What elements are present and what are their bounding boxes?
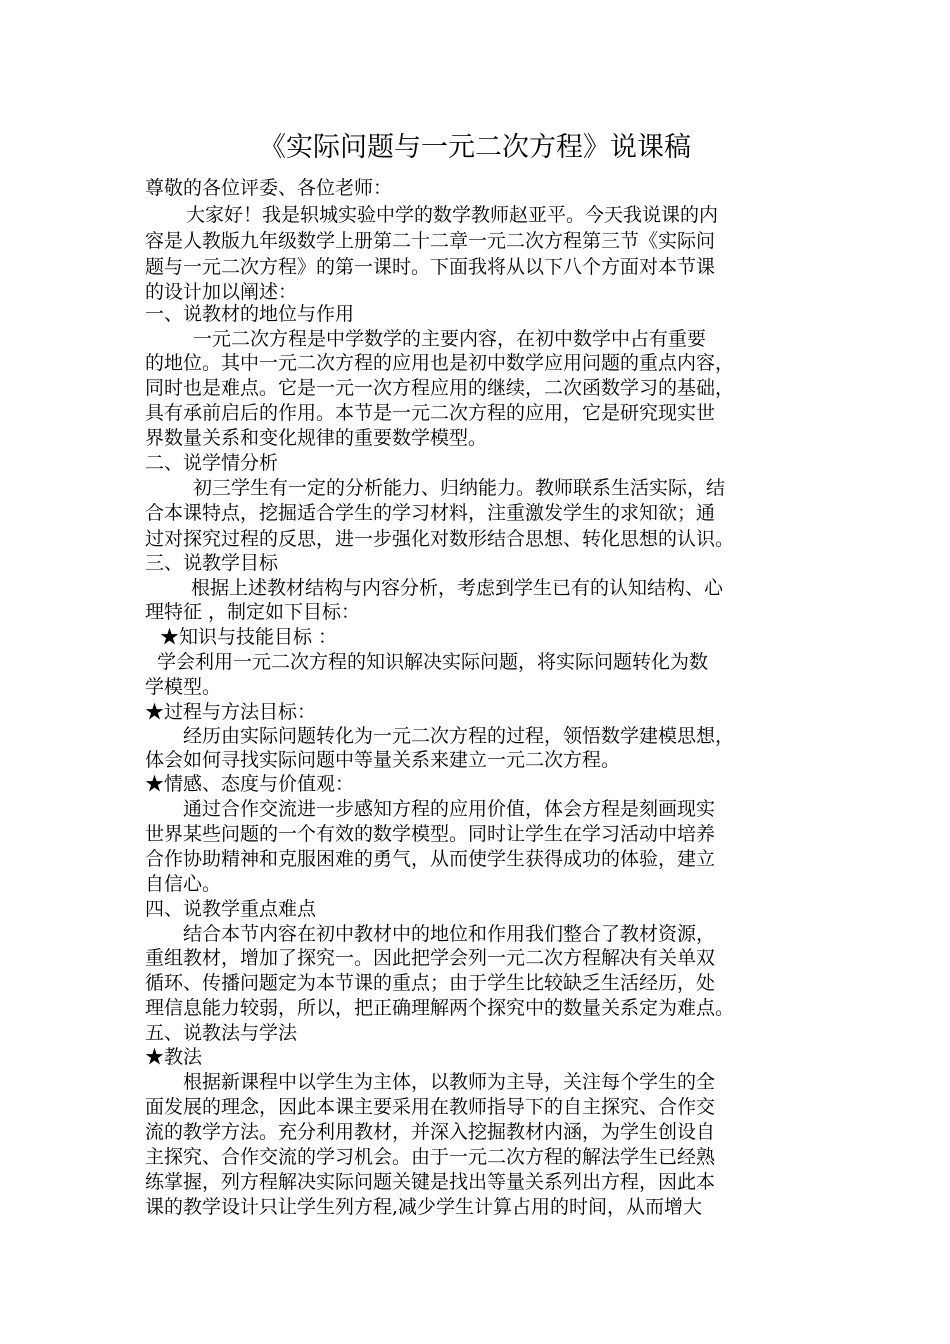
text-line: 重组教材，增加了探究一。因此把学会列一元二次方程解决有关单双 [145, 947, 716, 969]
subheading: ★教法 [145, 1046, 203, 1068]
text-line: 合作协助精神和克服困难的勇气，从而使学生获得成功的体验，建立 [145, 848, 716, 870]
text-line: 循环、传播问题定为本节课的重点；由于学生比较缺乏生活经历，处 [145, 972, 716, 994]
text-line: 经历由实际问题转化为一元二次方程的过程，领悟数学建模思想， [183, 725, 735, 747]
text-line: 世界某些问题的一个有效的数学模型。同时让学生在学习活动中培养 [145, 823, 716, 845]
text-line: 初三学生有一定的分析能力、归纳能力。教师联系生活实际，结 [193, 477, 726, 499]
text-line: 根据新课程中以学生为主体，以教师为主导，关注每个学生的全 [183, 1071, 716, 1093]
text-line: 自信心。 [145, 873, 222, 895]
text-line: 体会如何寻找实际问题中等量关系来建立一元二次方程。 [145, 749, 621, 771]
text-line: 的设计加以阐述： [145, 281, 298, 303]
text-line: 的地位。其中一元二次方程的应用也是初中数学应用问题的重点内容， [145, 352, 735, 374]
text-line: 学会利用一元二次方程的知识解决实际问题，将实际问题转化为数 [157, 651, 709, 673]
subheading: ★过程与方法目标： [145, 701, 317, 723]
text-line: 练掌握，列方程解决实际问题关键是找出等量关系列出方程，因此本 [145, 1171, 716, 1193]
text-line: 题与一元二次方程》的第一课时。下面我将从以下八个方面对本节课 [145, 256, 716, 278]
section-heading: 三、说教学目标 [145, 552, 279, 574]
text-line: 一元二次方程是中学数学的主要内容，在初中数学中占有重要 [193, 328, 707, 350]
text-line: 大家好！我是轵城实验中学的数学教师赵亚平。今天我说课的内 [186, 204, 719, 226]
text-line: 根据上述教材结构与内容分析，考虑到学生已有的认知结构、心 [191, 577, 724, 599]
section-heading: 二、说学情分析 [145, 452, 279, 474]
text-line: 合本课特点，挖掘适合学生的学习材料，注重激发学生的求知欲；通 [145, 502, 716, 524]
text-line: 具有承前启后的作用。本节是一元二次方程的应用，它是研究现实世 [145, 402, 716, 424]
subheading: ★情感、态度与价值观： [145, 773, 355, 795]
text-line: 同时也是难点。它是一元一次方程应用的继续，二次函数学习的基础， [145, 377, 735, 399]
section-heading: 四、说教学重点难点 [145, 898, 317, 920]
subheading: ★知识与技能目标 ： [160, 626, 338, 648]
text-line: 理信息能力较弱，所以，把正确理解两个探究中的数量关系定为难点。 [145, 997, 735, 1019]
text-line: 结合本节内容在初中教材中的地位和作用我们整合了教材资源， [183, 923, 716, 945]
section-heading: 五、说教法与学法 [145, 1022, 298, 1044]
text-line: 流的教学方法。充分利用教材，并深入挖掘教材内涵，为学生创设自 [145, 1121, 716, 1143]
document-title: 《实际问题与一元二次方程》说课稿 [259, 132, 691, 163]
text-line: 理特征 ，制定如下目标： [145, 601, 361, 623]
text-line: 面发展的理念，因此本课主要采用在教师指导下的自主探究、合作交 [145, 1096, 716, 1118]
section-heading: 一、说教材的地位与作用 [145, 303, 355, 325]
text-line: 学模型。 [145, 676, 222, 698]
text-line: 过对探究过程的反思，进一步强化对数形结合思想、转化思想的认识。 [145, 528, 735, 550]
text-line: 尊敬的各位评委、各位老师： [145, 177, 393, 199]
text-line: 课的教学设计只让学生列方程,减少学生计算占用的时间，从而增大 [145, 1196, 703, 1218]
text-line: 界数量关系和变化规律的重要数学模型。 [145, 427, 488, 449]
text-line: 通过合作交流进一步感知方程的应用价值，体会方程是刻画现实 [183, 798, 716, 820]
text-line: 主探究、合作交流的学习机会。由于一元二次方程的解法学生已经熟 [145, 1146, 716, 1168]
text-line: 容是人教版九年级数学上册第二十二章一元二次方程第三节《实际问 [145, 230, 716, 252]
